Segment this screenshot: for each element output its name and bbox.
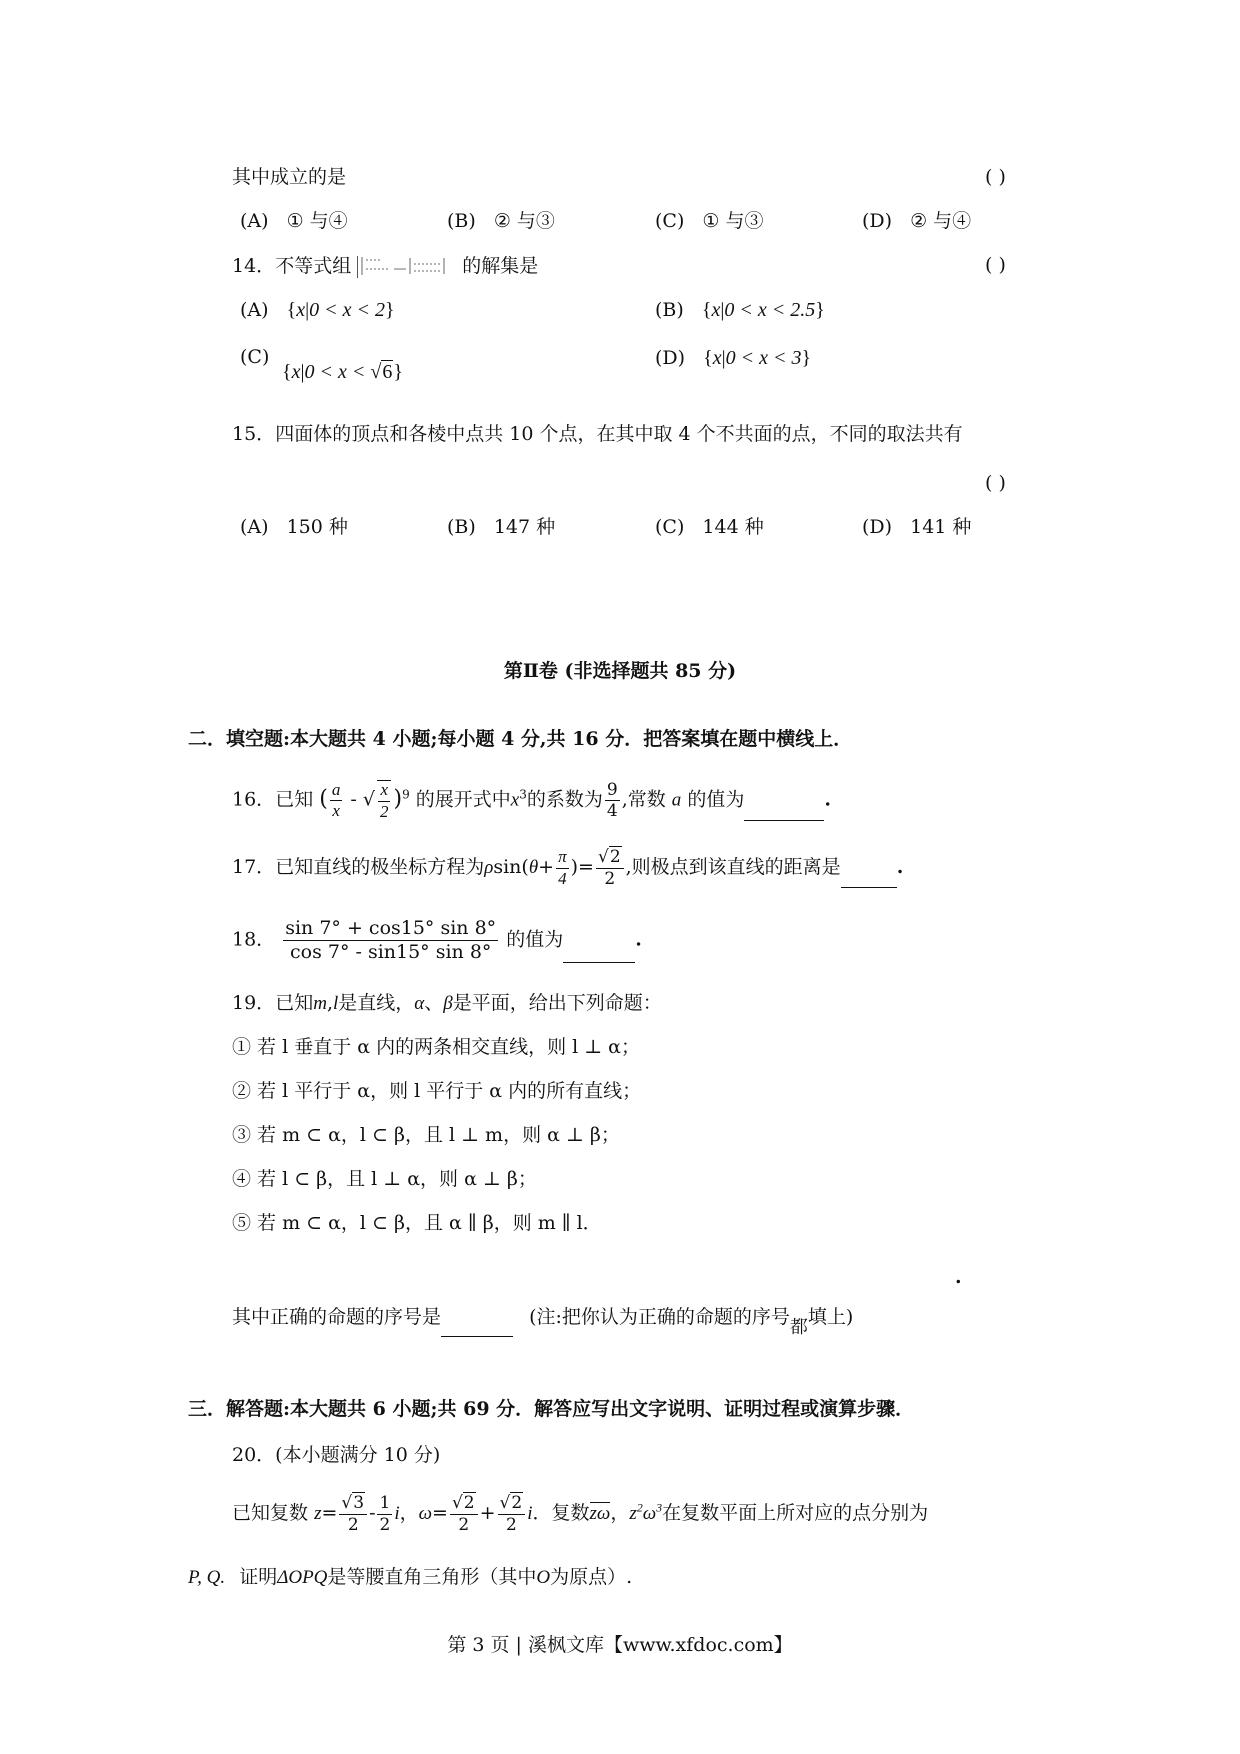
imag-unit: i bbox=[527, 1503, 533, 1525]
set-variable: x bbox=[711, 299, 721, 321]
set-close-brace: } bbox=[393, 361, 403, 383]
set-open-brace: { bbox=[701, 299, 712, 321]
dun-comma: 、 bbox=[424, 992, 444, 1014]
sqrt-radicand: 6 bbox=[382, 361, 393, 383]
equals-sign: = bbox=[321, 1502, 338, 1525]
question-number: 19． bbox=[232, 992, 276, 1014]
q16-mid3: ,常数 bbox=[621, 788, 666, 811]
option-label: (C) bbox=[655, 210, 685, 232]
option-label: (B) bbox=[655, 299, 684, 321]
set-condition: 0 < x < bbox=[304, 361, 366, 383]
fraction-9-over-4: $\frac{9}{4}$ bbox=[606, 779, 618, 822]
q17-end: ,则极点到该直线的距离是 bbox=[625, 856, 841, 879]
inequality-system-image bbox=[357, 256, 456, 278]
points-pq: P, Q. bbox=[188, 1567, 226, 1588]
x-exponent: 3 bbox=[519, 787, 527, 802]
fraction-sqrt2-over-2: $\frac{√2}{2}$ bbox=[596, 848, 624, 888]
answer-blank[interactable] bbox=[744, 802, 824, 821]
q19-item-4: ④ 若 l ⊂ β，且 l ⊥ α，则 α ⊥ β； bbox=[232, 1168, 537, 1190]
q14-answer-paren: ( ) bbox=[985, 254, 1006, 276]
period: . bbox=[896, 856, 904, 879]
fraction-1-over-2: $\frac{1}{2}$ bbox=[379, 1493, 391, 1535]
set-open-brace: { bbox=[286, 299, 297, 321]
option-text: ① 与③ bbox=[702, 210, 764, 232]
q19-item-3: ③ 若 m ⊂ α，l ⊂ β，且 l ⊥ m，则 α ⊥ β； bbox=[232, 1124, 620, 1146]
section2-heading: 二．填空题:本大题共 4 小题;每小题 4 分,共 16 分．把答案填在题中横线上． bbox=[188, 728, 853, 750]
q19-note-sub: 都 bbox=[789, 1317, 808, 1338]
q17-pre: 已知直线的极坐标方程为 bbox=[275, 856, 485, 879]
option-text: 144 种 bbox=[702, 516, 764, 538]
trig-numerator: sin 7° + cos15° sin 8° bbox=[285, 917, 497, 939]
q19-item-1: ① 若 l 垂直于 α 内的两条相交直线，则 l ⊥ α； bbox=[232, 1036, 640, 1058]
q15-answer-paren: ( ) bbox=[985, 472, 1006, 494]
option-text: 141 种 bbox=[910, 516, 972, 538]
q13-answer-paren: ( ) bbox=[985, 166, 1006, 188]
trig-denominator: cos 7° - sin15° sin 8° bbox=[289, 940, 492, 963]
q20-line2-close: 为原点）. bbox=[550, 1566, 633, 1588]
q15-text: 四面体的顶点和各棱中点共 10 个点，在其中取 4 个不共面的点，不同的取法共有 bbox=[275, 423, 963, 445]
fraction-sqrt2-over-2-a: $\frac{√2}{2}$ bbox=[450, 1494, 478, 1534]
q20-mid: ．复数 bbox=[532, 1502, 590, 1525]
equals-sign: = bbox=[578, 856, 594, 879]
part2-title: 第Ⅱ卷 (非选择题共 85 分) bbox=[503, 660, 737, 682]
q14-stem bbox=[232, 256, 538, 278]
q19-note-post: 填上) bbox=[807, 1306, 854, 1328]
question-number: 14． bbox=[232, 255, 276, 277]
conjugate-z-omega: zω bbox=[589, 1503, 611, 1525]
option-text: ① 与④ bbox=[286, 210, 348, 232]
set-variable: x bbox=[296, 299, 306, 321]
q13-option-c bbox=[655, 212, 764, 231]
alpha-symbol: α bbox=[414, 993, 425, 1014]
page-footer bbox=[0, 1636, 1240, 1655]
option-label: (D) bbox=[862, 210, 893, 232]
separator: ， bbox=[610, 1502, 630, 1525]
z-squared-omega-cubed: $z^2\omega^3$ bbox=[629, 1500, 663, 1525]
q20-line2 bbox=[188, 1568, 632, 1587]
section3-heading: 三．解答题:本大题共 6 小题;共 69 分．解答应写出文字说明、证明过程或演算步骤． bbox=[188, 1398, 915, 1420]
exponent: 9 bbox=[402, 787, 410, 802]
period: . bbox=[824, 788, 831, 811]
answer-blank[interactable] bbox=[563, 944, 635, 963]
q15-option-d bbox=[862, 518, 971, 537]
q19-stem-1: 已知 bbox=[275, 992, 314, 1014]
set-close-brace: } bbox=[815, 299, 825, 321]
set-variable: x bbox=[291, 361, 301, 383]
q16-mid1: 的展开式中 bbox=[415, 788, 511, 811]
q20-end: 在复数平面上所对应的点分别为 bbox=[662, 1502, 929, 1525]
minus-sign: - bbox=[369, 1502, 376, 1525]
question-number: 16． bbox=[232, 788, 276, 811]
comma: ， bbox=[399, 1502, 419, 1525]
option-label: (D) bbox=[862, 516, 893, 538]
answer-blank[interactable] bbox=[441, 1318, 513, 1337]
fraction-pi-over-4: $\frac{\pi}{4}$ bbox=[558, 847, 567, 888]
option-text: ② 与③ bbox=[493, 210, 555, 232]
fraction-sqrt3-over-2: $\frac{√3}{2}$ bbox=[339, 1494, 367, 1534]
equals-sign: = bbox=[432, 1502, 448, 1525]
q18-line bbox=[232, 918, 642, 963]
q14-prefix: 不等式组 bbox=[275, 255, 352, 277]
minus-sign: - bbox=[350, 788, 357, 811]
question-number: 15． bbox=[232, 423, 276, 445]
answer-blank[interactable] bbox=[841, 869, 897, 888]
set-close-brace: } bbox=[801, 347, 812, 369]
option-label: (B) bbox=[447, 516, 476, 538]
q14-suffix: 的解集是 bbox=[462, 255, 539, 277]
a-variable: a bbox=[671, 789, 682, 811]
q19-note-pre: (注:把你认为正确的命题的序号 bbox=[529, 1306, 790, 1328]
stray-dot: . bbox=[955, 1266, 962, 1288]
q13-stem: 其中成立的是 bbox=[232, 166, 347, 188]
set-variable: x bbox=[712, 347, 722, 369]
q19-answer-line bbox=[232, 1308, 853, 1337]
period: . bbox=[635, 928, 642, 951]
q19-item-2: ② 若 l 平行于 α，则 l 平行于 α 内的所有直线； bbox=[232, 1080, 642, 1102]
fraction-sqrt2-over-2-b: $\frac{√2}{2}$ bbox=[498, 1494, 526, 1534]
q16-mid2: 的系数为 bbox=[526, 788, 603, 811]
tiny-formula-icon bbox=[360, 256, 456, 276]
q20-line1 bbox=[232, 1494, 928, 1534]
z-variable: z bbox=[314, 1503, 322, 1525]
fraction-trig bbox=[283, 918, 498, 963]
sqrt-x-over-2: $\frac{x}{2}$ bbox=[377, 780, 392, 821]
q16-pre: 已知 bbox=[275, 788, 314, 811]
q20-title: 20．(本小题满分 10 分) bbox=[232, 1444, 441, 1466]
q14-option-b: (B) {x|0 < x < 2.5} bbox=[655, 299, 825, 321]
q19-stem-2: 是直线， bbox=[338, 992, 415, 1014]
option-text: 150 种 bbox=[286, 516, 348, 538]
rho-symbol: ρ bbox=[484, 857, 494, 879]
left-paren: ( bbox=[521, 856, 529, 879]
q13-option-d bbox=[862, 212, 971, 231]
beta-symbol: β bbox=[443, 993, 453, 1014]
imag-unit: i bbox=[394, 1503, 400, 1525]
q19-stem bbox=[232, 994, 662, 1013]
set-condition: 0 < x < 2 bbox=[309, 299, 385, 321]
q14-option-c-set: {x|0 < x < √6} bbox=[282, 361, 403, 383]
q16-line: 16．已知 ( $\frac{a}{x}$ - √ $\frac{x}{2}$ )$^9$ 的展开式中$x^3$的系数为 $\frac{9}{4}$ ,常数 a 的值为 . bbox=[232, 779, 831, 822]
option-label: (A) bbox=[240, 210, 269, 232]
q19-stem-3: 是平面，给出下列命题： bbox=[452, 992, 662, 1014]
l-variable: l bbox=[332, 993, 339, 1014]
option-label: (C) bbox=[655, 516, 685, 538]
q16-end: 的值为 bbox=[687, 788, 745, 811]
q19-answer-pre: 其中正确的命题的序号是 bbox=[232, 1306, 442, 1328]
page-number: 第 3 页 bbox=[447, 1634, 510, 1656]
set-close-brace: } bbox=[384, 299, 395, 321]
q15-option-c bbox=[655, 518, 764, 537]
q20-line2-text: 证明 bbox=[239, 1566, 278, 1588]
question-number: 18． bbox=[232, 928, 276, 951]
comma: , bbox=[326, 992, 333, 1014]
fraction-a-over-x: $\frac{a}{x}$ bbox=[331, 779, 341, 821]
q13-option-b bbox=[447, 212, 555, 231]
option-text: 147 种 bbox=[493, 516, 556, 538]
option-label: (A) bbox=[240, 299, 269, 321]
set-condition: 0 < x < 3 bbox=[725, 347, 802, 369]
plus-sign: + bbox=[479, 1502, 496, 1525]
theta-symbol: θ bbox=[528, 857, 539, 879]
q18-end: 的值为 bbox=[506, 928, 564, 951]
set-open-brace: { bbox=[703, 347, 713, 369]
x-variable: x bbox=[510, 789, 520, 811]
option-label: (B) bbox=[447, 210, 476, 232]
option-text: ② 与④ bbox=[910, 210, 972, 232]
q20-pre: 已知复数 bbox=[232, 1502, 309, 1525]
sin-func: sin bbox=[493, 856, 522, 879]
m-variable: m bbox=[313, 993, 327, 1014]
q13-option-a bbox=[240, 212, 348, 231]
omega-variable: ω bbox=[418, 1503, 433, 1525]
q17-line bbox=[232, 848, 903, 888]
q20-line2-end: 是等腰直角三角形（其中 bbox=[327, 1566, 537, 1588]
option-label: (C) bbox=[240, 346, 270, 368]
set-condition: 0 < x < 2.5 bbox=[724, 299, 816, 321]
option-label: (A) bbox=[240, 516, 269, 538]
q14-option-d: (D) {x|0 < x < 3} bbox=[655, 347, 812, 369]
q19-item-5: ⑤ 若 m ⊂ α，l ⊂ β，且 α ∥ β，则 m ∥ l． bbox=[232, 1212, 602, 1234]
set-open-brace: { bbox=[282, 361, 292, 383]
plus-sign: + bbox=[538, 856, 555, 879]
q15-stem bbox=[232, 425, 963, 444]
footer-separator: | bbox=[509, 1634, 528, 1656]
triangle-opq: ΔOPQ bbox=[277, 1567, 328, 1588]
q14-option-a: (A) {x|0 < x < 2} bbox=[240, 299, 395, 321]
q15-option-b bbox=[447, 518, 555, 537]
footer-site-link[interactable]: 溪枫文库【www.xfdoc.com】 bbox=[527, 1634, 793, 1656]
question-number: 17． bbox=[232, 856, 276, 879]
option-label: (D) bbox=[655, 347, 686, 369]
right-paren: ) bbox=[570, 856, 579, 879]
q15-option-a bbox=[240, 518, 348, 537]
origin-o: O bbox=[536, 1567, 551, 1588]
q14-option-c bbox=[240, 348, 269, 367]
